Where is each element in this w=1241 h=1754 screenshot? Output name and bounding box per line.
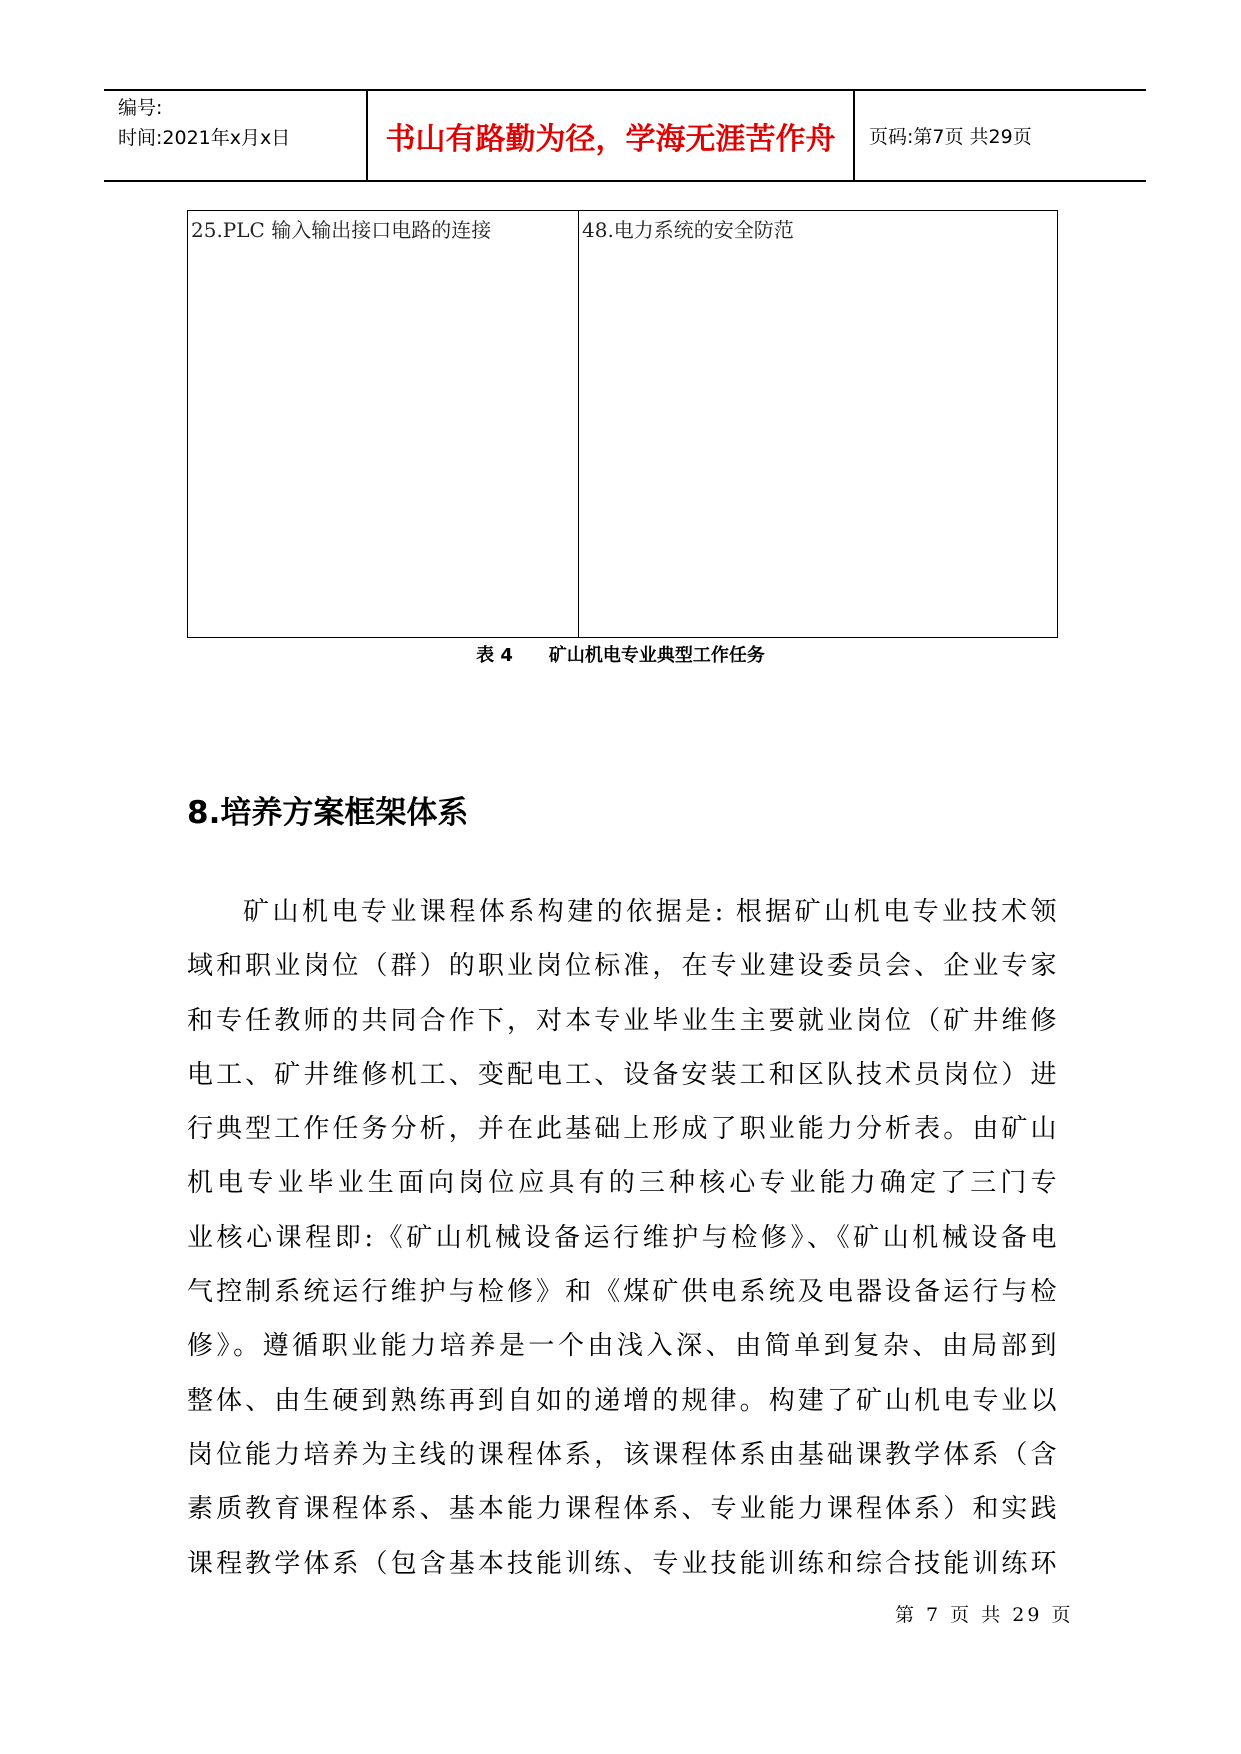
page-footer: 第 7 页 共 29 页 [895,1604,1074,1626]
table-cell: 48.电力系统的安全防范 [582,218,794,242]
paragraph-line: 素质教育课程体系、基本能力课程体系、专业能力课程体系）和实践 [187,1494,1057,1525]
header-motto: 书山有路勤为径，学海无涯苦作舟 [368,91,855,180]
paragraph-line: 矿山机电专业课程体系构建的依据是: 根据矿山机电专业技术领 [243,897,1057,927]
paragraph-line: 域和职业岗位（群）的职业岗位标准，在专业建设委员会、企业专家 [187,951,1057,982]
paragraph-line: 业核心课程即:《矿山机械设备运行维护与检修》、《矿山机械设备电 [187,1222,1057,1253]
table-caption-title: 矿山机电专业典型工作任务 [548,645,765,666]
paragraph-line: 整体、由生硬到熟练再到自如的递增的规律。构建了矿山机电专业以 [187,1385,1057,1416]
paragraph-line: 行典型工作任务分析，并在此基础上形成了职业能力分析表。由矿山 [187,1114,1057,1145]
body-paragraph [187,885,1057,1591]
serial-label: 编号: [118,97,163,119]
page-header [104,89,1146,182]
time-label: 时间:2021年x月x日 [118,127,291,149]
paragraph-line: 和专任教师的共同合作下，对本专业毕业生主要就业岗位（矿井维修 [187,1005,1057,1036]
table-caption [0,643,1241,669]
task-table [187,210,1058,638]
header-meta [104,91,368,180]
header-page-info: 页码:第7页 共29页 [869,126,1032,148]
paragraph-line: 修》。遵循职业能力培养是一个由浅入深、由简单到复杂、由局部到 [187,1331,1057,1362]
section-title: 8.培养方案框架体系 [187,795,469,831]
paragraph-line: 岗位能力培养为主线的课程体系，该课程体系由基础课教学体系（含 [187,1439,1057,1470]
paragraph-line: 气控制系统运行维护与检修》和《煤矿供电系统及电器设备运行与检 [187,1277,1057,1308]
table-cell: 25.PLC 输入输出接口电路的连接 [188,211,579,637]
table-caption-number: 表 4 [476,645,513,666]
paragraph-line: 机电专业毕业生面向岗位应具有的三种核心专业能力确定了三门专 [187,1168,1057,1199]
paragraph-line: 课程教学体系（包含基本技能训练、专业技能训练和综合技能训练环 [187,1548,1057,1579]
paragraph-line: 电工、矿井维修机工、变配电工、设备安装工和区队技术员岗位）进 [187,1059,1057,1090]
